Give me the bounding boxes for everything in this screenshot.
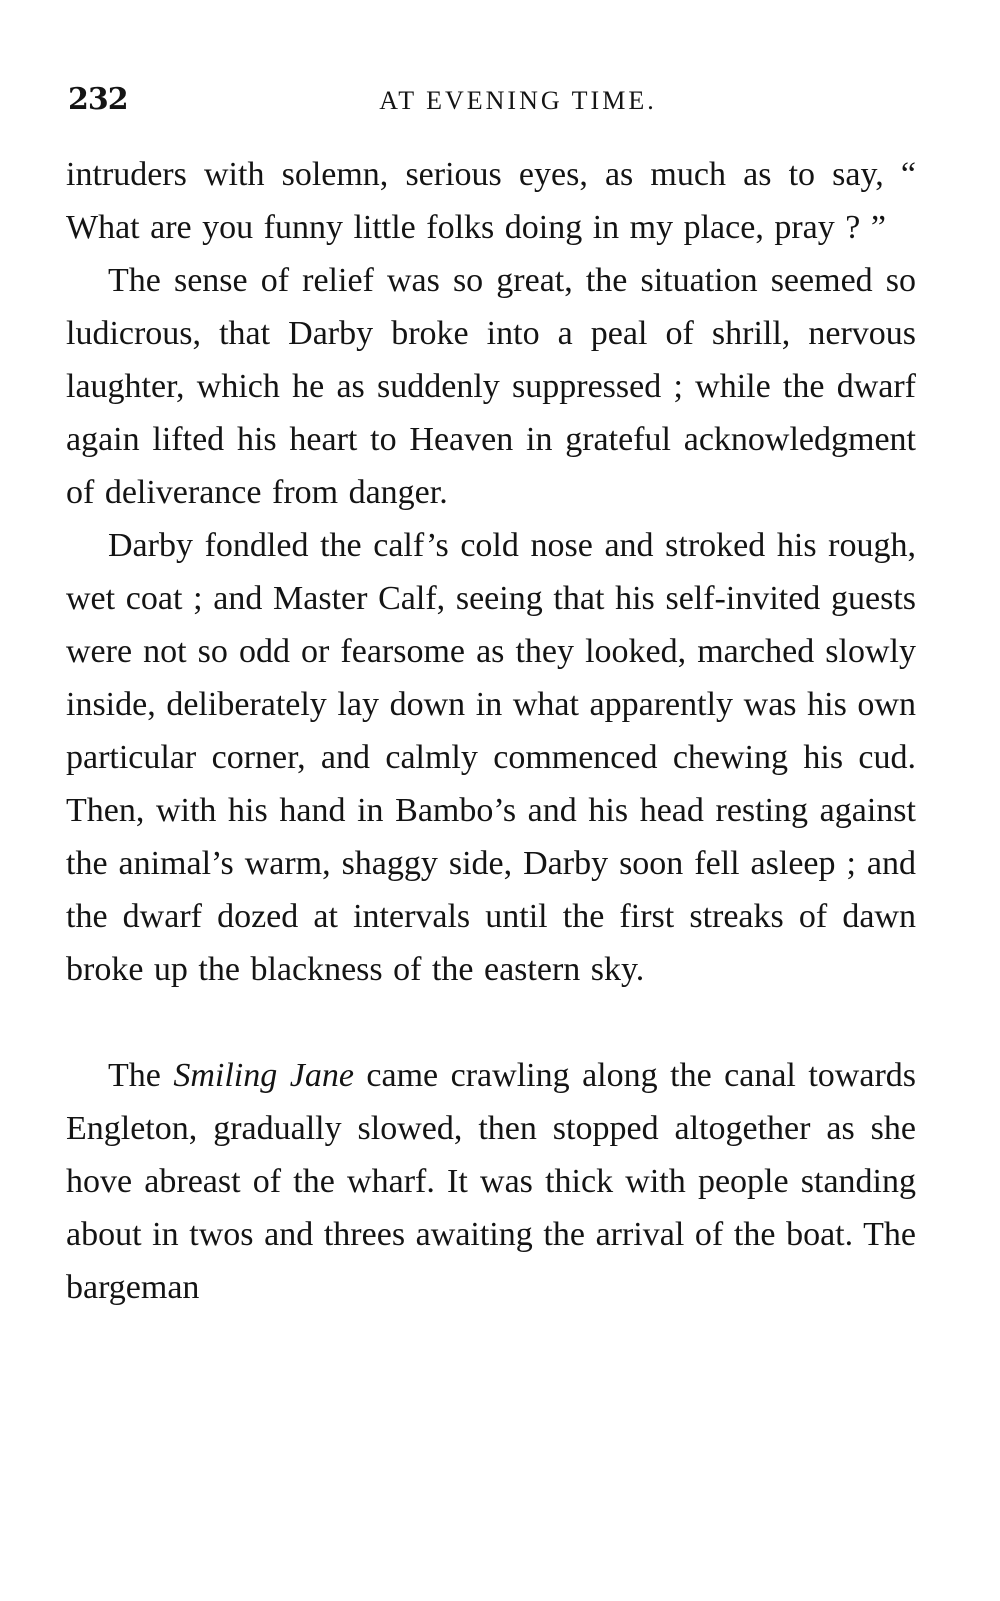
paragraph-smiling-jane (66, 1049, 916, 1314)
paragraph-calf: Darby fondled the calf’s cold nose and stroked his rough, wet coat ; and Master Calf, seeing that his self-invited guests were not so odd or fearsome as they looked, marched slowly inside, deliberately lay down in what apparently was his own particular corner, and calmly commenced chewing his cud. Then, with his hand in Bambo’s and his head resting against the animal’s warm, shaggy side, Darby soon fell asleep ; and the dwarf dozed at intervals until the first streaks of dawn broke up the blackness of the eastern sky. (66, 527, 916, 988)
page-number: 232 (68, 82, 128, 117)
body-text (66, 148, 916, 1314)
paragraph-continuation: intruders with solemn, serious eyes, as much as to say, “ What are you funny little folks doing in my place, pray ? ” (66, 156, 916, 246)
running-title: AT EVENING TIME. (379, 86, 657, 115)
paragraph-rest: came crawling along the canal towards Engleton, gradually slowed, then stopped altogether as she hove abreast of the wharf. It was thick with people standing about in twos and threes awaiting the arrival of the boat. The bargeman (66, 1057, 917, 1306)
running-head (68, 82, 916, 126)
paragraph-lead: The (108, 1057, 174, 1094)
paragraph-relief: The sense of relief was so great, the situation seemed so ludicrous, that Darby broke into a peal of shrill, nervous laughter, which he as suddenly suppressed ; while the dwarf again lifted his heart to Heaven in grateful acknowledgment of deliverance from danger. (66, 262, 916, 511)
boat-name: Smiling Jane (173, 1057, 354, 1094)
